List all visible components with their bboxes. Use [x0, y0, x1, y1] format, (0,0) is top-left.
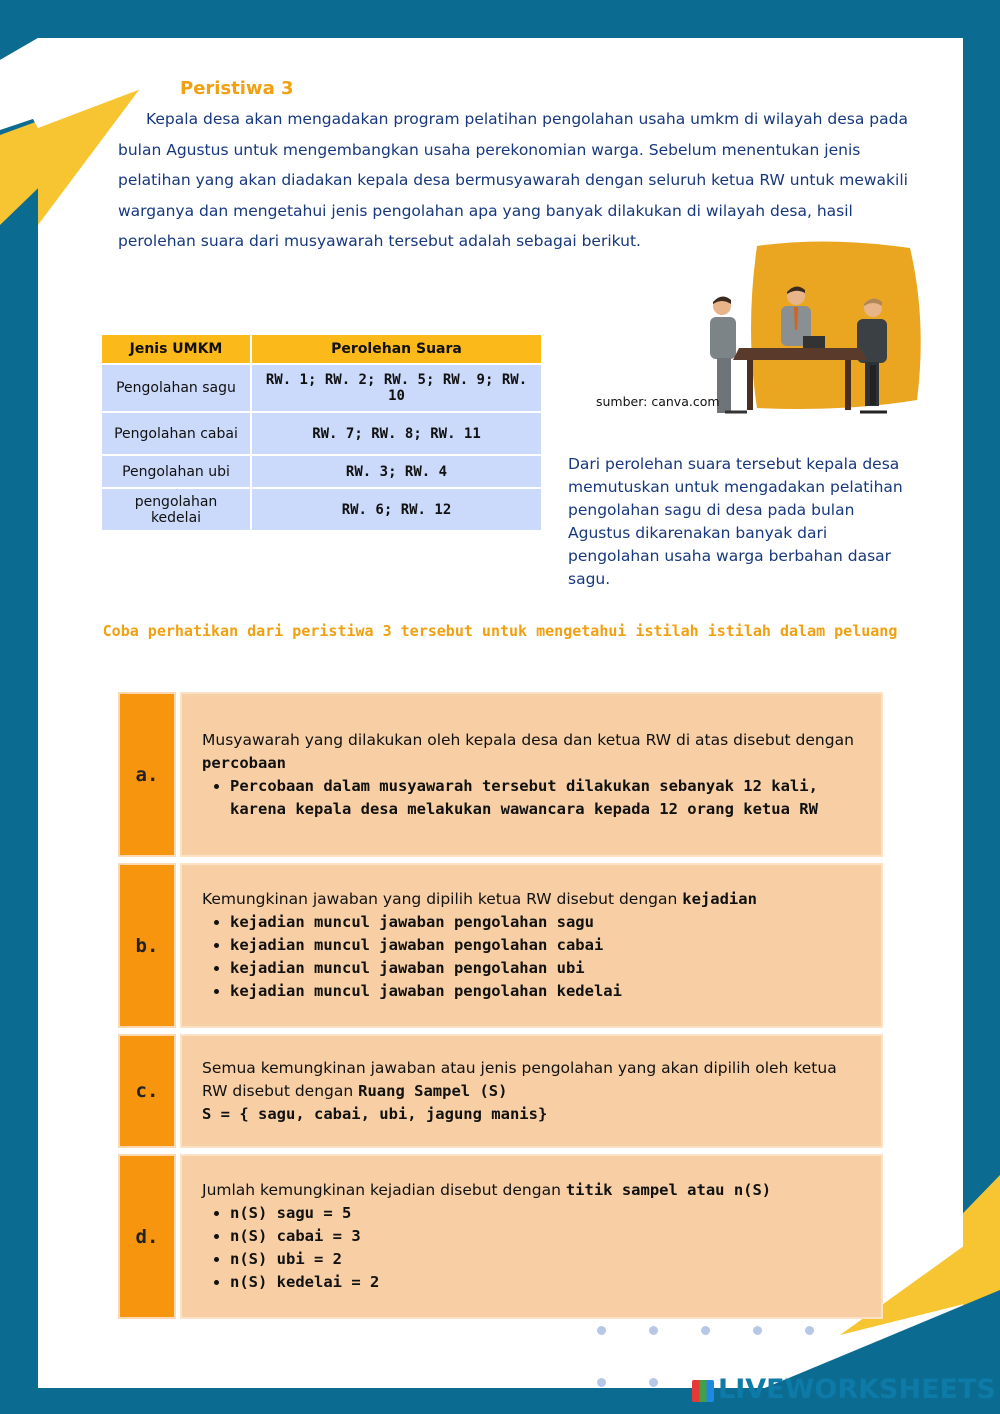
list-item: • kejadian muncul jawaban pengolahan sagu — [230, 911, 863, 934]
liveworksheets-logo[interactable] — [692, 1374, 996, 1405]
section-term: titik sampel atau n(S) — [565, 1181, 772, 1199]
section-text — [202, 1179, 863, 1202]
section-letter: a. — [118, 692, 176, 857]
section-term: percobaan — [202, 753, 286, 772]
table-cell: pengolahan kedelai — [102, 489, 250, 530]
section-content — [180, 1034, 883, 1148]
section-a — [118, 692, 883, 857]
list-item: • kejadian muncul jawaban pengolahan kedelai — [230, 980, 863, 1003]
list-item: • Percobaan dalam musyawarah tersebut dilakukan sebanyak 12 kali, karena kepala desa melakukan wawancara kepada 12 orang ketua RW — [230, 775, 863, 821]
list-item: • n(S) ubi = 2 — [230, 1248, 863, 1271]
page-title: Peristiwa 3 — [180, 78, 294, 99]
image-credit: sumber: canva.com — [596, 394, 720, 409]
list-item: • kejadian muncul jawaban pengolahan cabai — [230, 934, 863, 957]
dot — [649, 1326, 658, 1335]
dot — [701, 1326, 710, 1335]
table-row — [102, 456, 541, 487]
table-cell: Pengolahan ubi — [102, 456, 250, 487]
intro-paragraph: Kepala desa akan mengadakan program pelatihan pengolahan usaha umkm di wilayah desa pada bulan Agustus untuk mengembangkan usaha perekonomian warga. Sebelum menentukan jenis pelatihan yang akan diadakan kepala desa bermusyawarah dengan seluruh ketua RW untuk mewakili warganya dan mengetahui jenis pengolahan apa yang banyak dilakukan di wilayah desa, hasil perolehan suara dari musyawarah tersebut adalah sebagai berikut. — [118, 110, 908, 250]
section-term: kejadian — [682, 890, 757, 908]
dot — [805, 1326, 814, 1335]
dot — [649, 1378, 658, 1387]
section-d — [118, 1154, 883, 1319]
section-b — [118, 863, 883, 1028]
logo-text: LIVEWORKSHEETS — [718, 1374, 996, 1405]
list-item: • n(S) kedelai = 2 — [230, 1271, 863, 1294]
dot — [753, 1326, 762, 1335]
section-description: Kemungkinan jawaban yang dipilih ketua RW disebut dengan — [202, 890, 678, 908]
table-header: Jenis UMKM — [102, 335, 250, 363]
table-cell: Pengolahan sagu — [102, 365, 250, 411]
table-row — [102, 365, 541, 411]
section-description: Semua kemungkinan jawaban atau jenis pengolahan yang akan dipilih oleh ketua RW disebut dengan — [202, 1058, 837, 1100]
section-content — [180, 863, 883, 1028]
table-header-row — [102, 335, 541, 363]
sample-space-formula: S = { sagu, cabai, ubi, jagung manis} — [202, 1104, 548, 1123]
bullet-list — [202, 911, 863, 1003]
section-description: Musyawarah yang dilakukan oleh kepala desa dan ketua RW di atas disebut dengan — [202, 730, 854, 749]
table-cell: RW. 6; RW. 12 — [252, 489, 541, 530]
section-description: Jumlah kemungkinan kejadian disebut dengan — [202, 1181, 561, 1199]
section-c — [118, 1034, 883, 1148]
table-row — [102, 489, 541, 530]
bullet-list — [202, 775, 863, 821]
logo-icon — [692, 1380, 714, 1402]
section-letter: c. — [118, 1034, 176, 1148]
list-item: • kejadian muncul jawaban pengolahan ubi — [230, 957, 863, 980]
table-cell: RW. 7; RW. 8; RW. 11 — [252, 413, 541, 454]
list-item: • n(S) sagu = 5 — [230, 1202, 863, 1225]
section-content — [180, 692, 883, 857]
conclusion-paragraph: Dari perolehan suara tersebut kepala desa memutuskan untuk mengadakan pelatihan pengolahan sagu di desa pada bulan Agustus dikarenakan banyak dari pengolahan usaha warga berbahan dasar sagu. — [568, 455, 903, 588]
table-cell: Pengolahan cabai — [102, 413, 250, 454]
list-item: • n(S) cabai = 3 — [230, 1225, 863, 1248]
section-text — [202, 1057, 863, 1103]
section-term: Ruang Sampel (S) — [358, 1081, 508, 1100]
section-text — [202, 729, 863, 775]
table-header: Perolehan Suara — [252, 335, 541, 363]
table-cell: RW. 3; RW. 4 — [252, 456, 541, 487]
section-letter: b. — [118, 863, 176, 1028]
section-content — [180, 1154, 883, 1319]
instruction-prompt: Coba perhatikan dari peristiwa 3 tersebut untuk mengetahui istilah istilah dalam peluang — [102, 622, 898, 640]
dot — [597, 1378, 606, 1387]
table-row — [102, 413, 541, 454]
vote-table — [100, 333, 543, 532]
section-text — [202, 888, 863, 911]
table-cell: RW. 1; RW. 2; RW. 5; RW. 9; RW. 10 — [252, 365, 541, 411]
meeting-illustration — [695, 240, 925, 420]
bullet-list — [202, 1202, 863, 1294]
section-letter: d. — [118, 1154, 176, 1319]
dot — [597, 1326, 606, 1335]
